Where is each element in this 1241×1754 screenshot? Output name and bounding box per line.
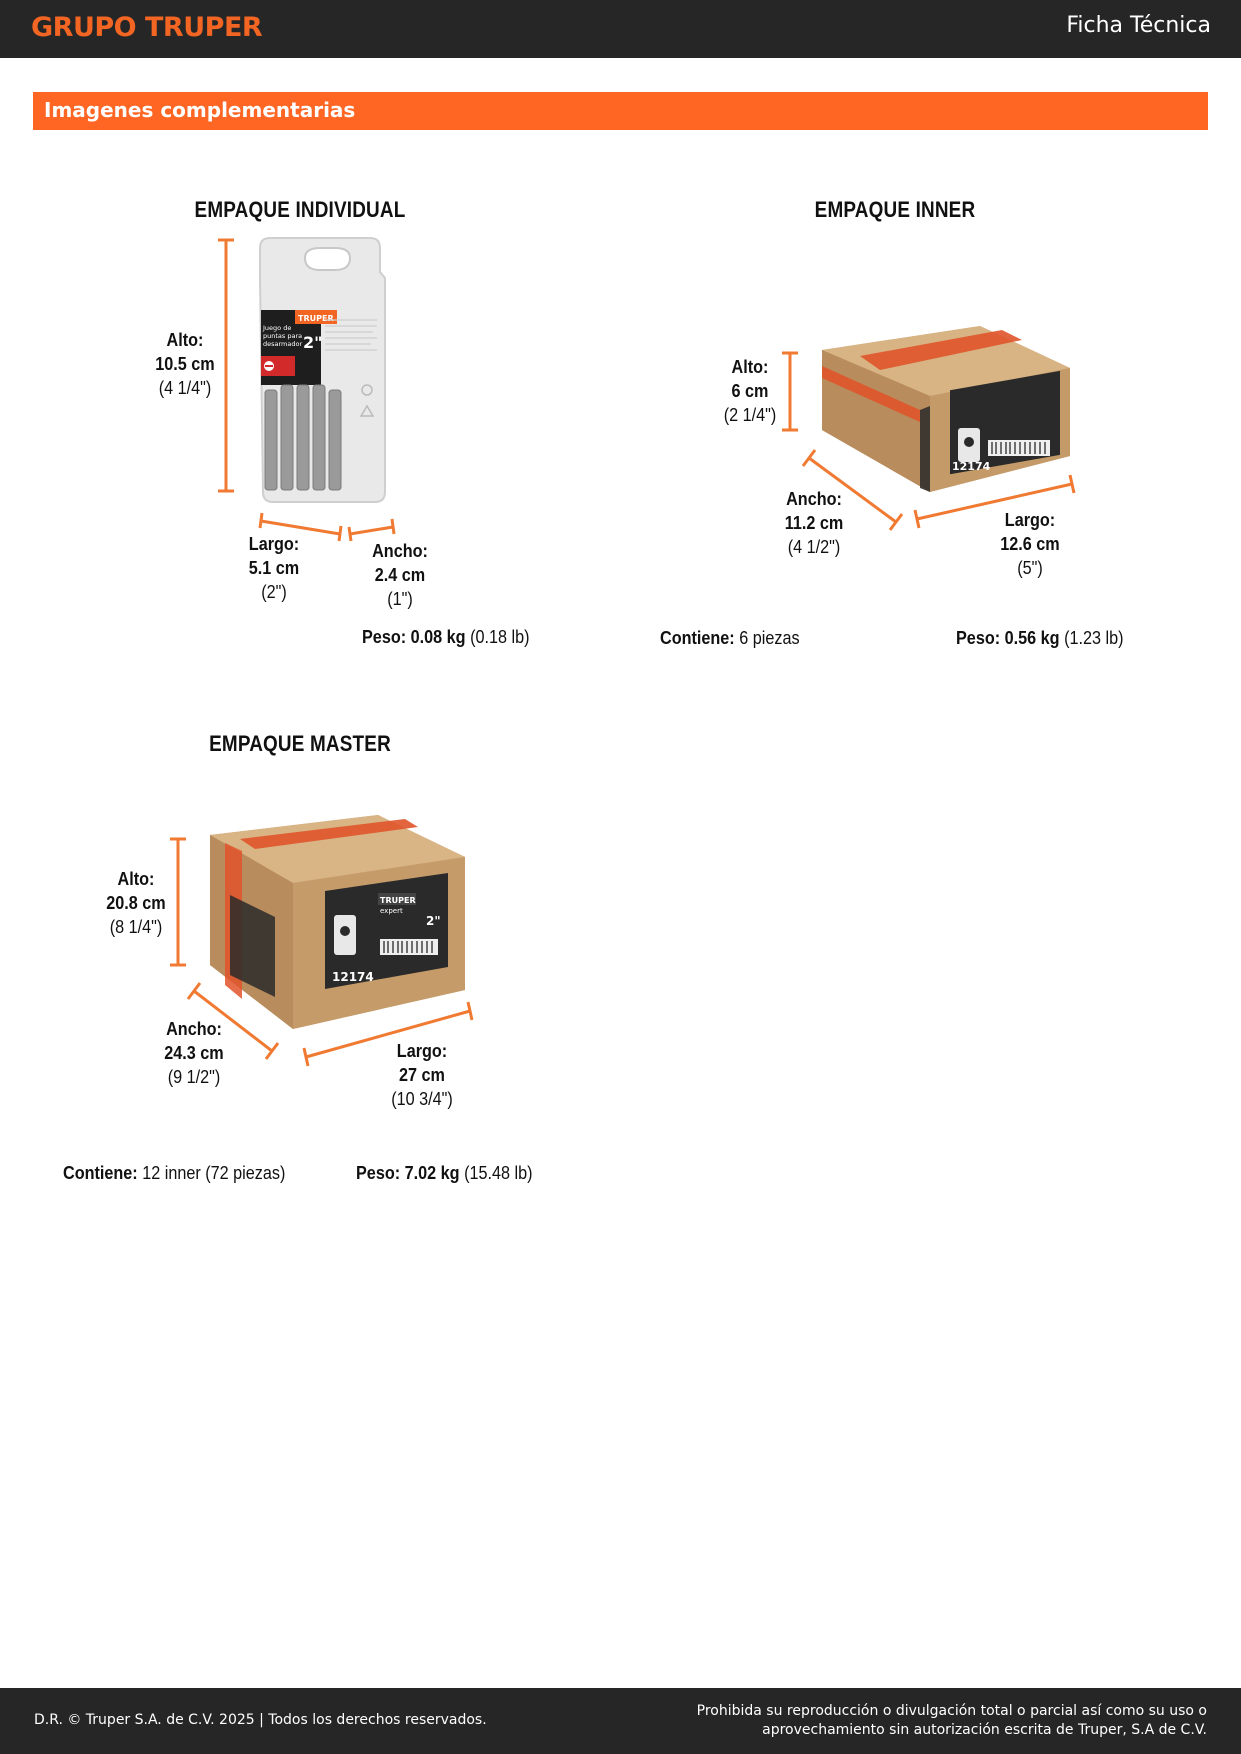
largo-label: Largo: (396, 1041, 448, 1061)
inner-largo-label (985, 508, 1075, 580)
box-line: expert (380, 907, 403, 915)
alto-inch: (4 1/4") (158, 378, 212, 398)
svg-text:Juego de: Juego de (263, 324, 292, 332)
alto-label: Alto: (117, 869, 155, 889)
largo-label: Largo: (248, 534, 300, 554)
master-ancho-label (149, 1017, 239, 1089)
top-header-bar (0, 0, 1241, 58)
master-peso (356, 1163, 533, 1184)
contiene-label: Contiene: (63, 1163, 138, 1183)
ancho-cm: 24.3 cm (164, 1043, 224, 1063)
legal-notice (647, 1702, 1207, 1740)
barcode (380, 939, 438, 955)
inner-alto-label (705, 355, 795, 427)
alto-label: Alto: (731, 357, 769, 377)
ancho-label: Ancho: (372, 541, 428, 561)
peso-lb: (1.23 lb) (1064, 628, 1124, 648)
peso-kg: 0.08 kg (410, 627, 466, 647)
peso-label: Peso: (362, 627, 407, 647)
inner-package-title: EMPAQUE INNER (814, 197, 976, 222)
contiene-label: Contiene: (660, 628, 735, 648)
svg-text:2": 2" (303, 333, 323, 352)
alto-label: Alto: (166, 330, 204, 350)
largo-cm: 5.1 cm (248, 558, 300, 578)
peso-lb: (0.18 lb) (470, 627, 530, 647)
alto-inch: (8 1/4") (109, 917, 163, 937)
ancho-inch: (4 1/2") (787, 537, 841, 557)
box-code: 12174 (332, 970, 374, 984)
ancho-inch: (1") (387, 589, 413, 609)
contiene-value: 12 inner (72 piezas) (142, 1163, 286, 1183)
cardboard-box (822, 326, 1070, 492)
inner-contiene (660, 628, 800, 649)
section-title: Imagenes complementarias (44, 98, 356, 122)
largo-inch: (5") (1017, 558, 1043, 578)
clamshell-package (260, 238, 385, 502)
legal-notice-line-2: aprovechamiento sin autorización escrita de Truper, S.A de C.V. (762, 1722, 1207, 1738)
legal-notice-line-1: Prohibida su reproducción o divulgación total o parcial así como su uso o (696, 1703, 1207, 1719)
alto-cm: 6 cm (731, 381, 769, 401)
section-header-bar (33, 92, 1208, 130)
svg-text:desarmador: desarmador (263, 340, 303, 348)
ancho-cm: 11.2 cm (784, 513, 844, 533)
alto-inch: (2 1/4") (723, 405, 777, 425)
peso-lb: (15.48 lb) (464, 1163, 533, 1183)
individual-peso (362, 627, 530, 648)
box-brand: TRUPER (380, 896, 416, 905)
footer-bar (0, 1688, 1241, 1754)
box-size: 2" (426, 914, 441, 928)
peso-label: Peso: (956, 628, 1001, 648)
ancho-label: Ancho: (786, 489, 842, 509)
master-package-title: EMPAQUE MASTER (209, 731, 391, 756)
largo-label: Largo: (1004, 510, 1056, 530)
grupo-truper-logo: GRUPO TRUPER (31, 12, 263, 43)
ancho-cm: 2.4 cm (374, 565, 426, 585)
ancho-label: Ancho: (166, 1019, 222, 1039)
master-alto-label (91, 867, 181, 939)
inner-ancho-label (769, 487, 859, 559)
individual-ancho-label (355, 539, 445, 611)
inner-peso (956, 628, 1124, 649)
master-largo-label (377, 1039, 467, 1111)
svg-text:puntas para: puntas para (263, 332, 303, 340)
alto-cm: 20.8 cm (106, 893, 166, 913)
alto-cm: 10.5 cm (155, 354, 215, 374)
box-code: 12174 (952, 460, 991, 473)
largo-cm: 12.6 cm (1000, 534, 1060, 554)
peso-kg: 7.02 kg (404, 1163, 460, 1183)
document-type-title: Ficha Técnica (1066, 13, 1211, 38)
barcode (988, 440, 1050, 456)
largo-inch: (10 3/4") (391, 1089, 453, 1109)
peso-label: Peso: (356, 1163, 401, 1183)
ancho-dimension-line (349, 519, 394, 541)
ancho-inch: (9 1/2") (167, 1067, 221, 1087)
svg-text:TRUPER: TRUPER (298, 314, 334, 323)
copyright-text: D.R. © Truper S.A. de C.V. 2025 | Todos los derechos reservados. (34, 1712, 487, 1728)
master-contiene (63, 1163, 285, 1184)
cardboard-box (210, 815, 465, 1029)
individual-alto-label (140, 328, 230, 400)
individual-largo-label (229, 532, 319, 604)
individual-package-title: EMPAQUE INDIVIDUAL (194, 197, 406, 222)
largo-inch: (2") (261, 582, 287, 602)
contiene-value: 6 piezas (739, 628, 800, 648)
largo-cm: 27 cm (399, 1065, 445, 1085)
peso-kg: 0.56 kg (1004, 628, 1060, 648)
